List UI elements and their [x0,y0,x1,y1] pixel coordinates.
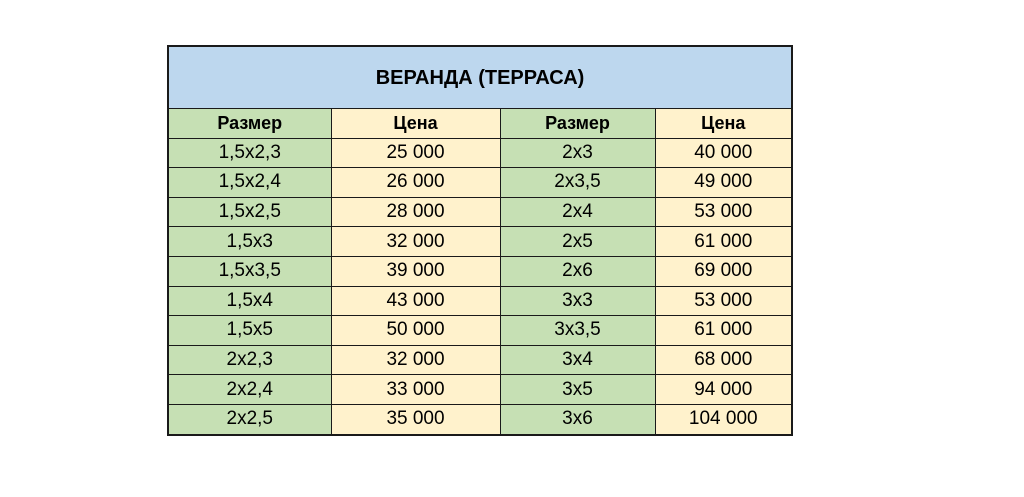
veranda-price-table [167,45,793,436]
header-row [168,109,792,139]
table-row [168,256,792,286]
price-cell: 94 000 [655,375,792,405]
price-cell: 35 000 [331,404,500,434]
price-cell: 43 000 [331,286,500,316]
price-cell: 32 000 [331,227,500,257]
price-cell: 53 000 [655,286,792,316]
size-cell: 1,5x5 [168,316,331,346]
price-cell: 40 000 [655,138,792,168]
table-row [168,286,792,316]
size-cell: 2x3,5 [500,168,655,198]
size-cell: 2x3 [500,138,655,168]
size-cell: 1,5x3,5 [168,256,331,286]
price-cell: 61 000 [655,227,792,257]
price-cell: 33 000 [331,375,500,405]
size-cell: 1,5x4 [168,286,331,316]
table-row [168,138,792,168]
size-cell: 1,5x2,4 [168,168,331,198]
price-cell: 50 000 [331,316,500,346]
size-cell: 3x3,5 [500,316,655,346]
price-cell: 61 000 [655,316,792,346]
size-cell: 2x6 [500,256,655,286]
price-cell: 49 000 [655,168,792,198]
size-cell: 1,5x2,5 [168,197,331,227]
price-cell: 28 000 [331,197,500,227]
table-row [168,404,792,434]
size-cell: 2x5 [500,227,655,257]
price-cell: 69 000 [655,256,792,286]
size-cell: 1,5x3 [168,227,331,257]
price-cell: 32 000 [331,345,500,375]
table-title: ВЕРАНДА (ТЕРРАСА) [168,46,792,109]
size-cell: 3x5 [500,375,655,405]
table-row [168,345,792,375]
size-cell: 2x2,5 [168,404,331,434]
price-cell: 25 000 [331,138,500,168]
size-cell: 2x2,4 [168,375,331,405]
price-cell: 53 000 [655,197,792,227]
table-row [168,197,792,227]
size-cell: 2x4 [500,197,655,227]
size-cell: 1,5x2,3 [168,138,331,168]
table-row [168,316,792,346]
size-cell: 2x2,3 [168,345,331,375]
price-cell: 26 000 [331,168,500,198]
table-row [168,227,792,257]
price-cell: 104 000 [655,404,792,434]
column-header-price-1: Цена [331,109,500,139]
column-header-size-1: Размер [168,109,331,139]
table-row [168,168,792,198]
size-cell: 3x4 [500,345,655,375]
column-header-size-2: Размер [500,109,655,139]
column-header-price-2: Цена [655,109,792,139]
price-cell: 68 000 [655,345,792,375]
price-cell: 39 000 [331,256,500,286]
title-row [168,46,792,109]
table-row [168,375,792,405]
size-cell: 3x3 [500,286,655,316]
size-cell: 3x6 [500,404,655,434]
